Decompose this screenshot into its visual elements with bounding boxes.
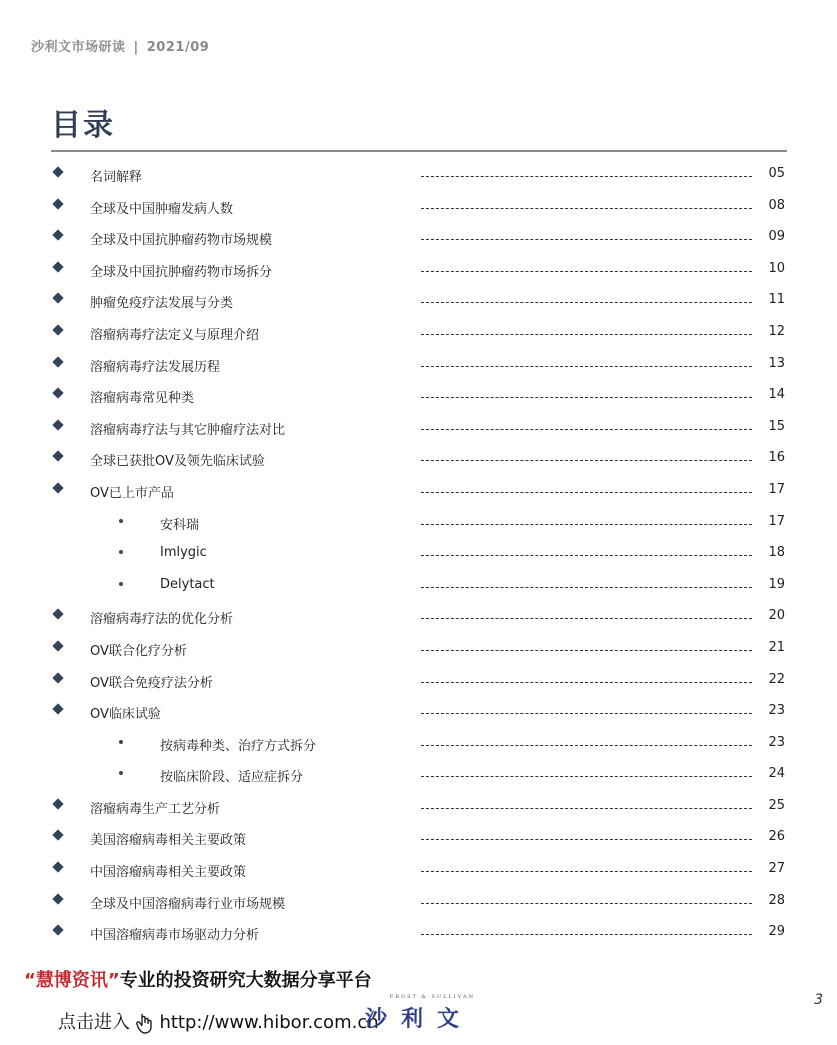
toc-entry[interactable] — [0, 381, 837, 413]
dotted-leader — [421, 492, 752, 493]
diamond-bullet-icon — [52, 703, 63, 714]
title-divider — [51, 150, 787, 152]
dotted-leader — [421, 429, 752, 430]
dotted-leader — [421, 713, 752, 714]
toc-entry[interactable] — [0, 792, 837, 824]
hand-pointer-icon — [136, 1012, 154, 1034]
dotted-leader — [421, 682, 752, 683]
toc-entry-label: 溶瘤病毒疗法的优化分析 — [90, 612, 234, 628]
dotted-leader — [421, 587, 752, 588]
toc-entry[interactable] — [0, 192, 837, 224]
toc-entry[interactable] — [0, 223, 837, 255]
banner-open-quote: “ — [24, 970, 36, 991]
toc-entry[interactable] — [0, 634, 837, 666]
toc-entry-label: 中国溶瘤病毒相关主要政策 — [90, 865, 247, 881]
diamond-bullet-icon — [52, 293, 63, 304]
dotted-leader — [421, 650, 752, 651]
toc-entry-label: OV临床试验 — [90, 707, 161, 723]
toc-entry-label: 中国溶瘤病毒市场驱动力分析 — [90, 928, 260, 944]
diamond-bullet-icon — [52, 198, 63, 209]
toc-entry-page: 28 — [768, 892, 785, 908]
toc-entry-label: 溶瘤病毒疗法发展历程 — [90, 359, 221, 375]
toc-entry-page: 23 — [768, 734, 785, 750]
toc-entry-label: 全球已获批OV及领先临床试验 — [90, 454, 265, 470]
toc-subentry[interactable] — [0, 760, 837, 792]
dotted-leader — [421, 745, 752, 746]
diamond-bullet-icon — [52, 925, 63, 936]
diamond-bullet-icon — [52, 482, 63, 493]
toc-entry-page: 10 — [768, 260, 785, 276]
dotted-leader — [421, 871, 752, 872]
toc-entry-label: Delytact — [160, 576, 215, 592]
dotted-leader — [421, 334, 752, 335]
toc-entry-page: 23 — [768, 703, 785, 719]
toc-entry-page: 13 — [768, 355, 785, 371]
diamond-bullet-icon — [52, 419, 63, 430]
toc-entry-page: 25 — [768, 797, 785, 813]
dotted-leader — [421, 176, 752, 177]
toc-entry-label: 溶瘤病毒疗法与其它肿瘤疗法对比 — [90, 422, 286, 438]
hibor-banner — [24, 966, 372, 992]
bullet-dot-icon — [119, 740, 123, 744]
dotted-leader — [421, 271, 752, 272]
toc-entry-label: OV联合免疫疗法分析 — [90, 675, 213, 691]
diamond-bullet-icon — [52, 451, 63, 462]
toc-subentry[interactable] — [0, 539, 837, 571]
dotted-leader — [421, 524, 752, 525]
toc-entry-page: 22 — [768, 671, 785, 687]
toc-entry-page: 26 — [768, 829, 785, 845]
toc-entry-label: 安科瑞 — [160, 517, 200, 533]
toc-entry-label: 全球及中国肿瘤发病人数 — [90, 201, 234, 217]
toc-entry[interactable] — [0, 823, 837, 855]
toc-entry[interactable] — [0, 697, 837, 729]
dotted-leader — [421, 460, 752, 461]
toc-entry[interactable] — [0, 602, 837, 634]
toc-entry-page: 05 — [768, 166, 785, 181]
toc-entry-label: 溶瘤病毒疗法定义与原理介绍 — [90, 327, 260, 343]
dotted-leader — [421, 903, 752, 904]
diamond-bullet-icon — [52, 166, 63, 177]
toc-entry-label: OV已上市产品 — [90, 485, 174, 501]
dotted-leader — [421, 366, 752, 367]
toc-entry-page: 21 — [768, 639, 785, 655]
diamond-bullet-icon — [52, 672, 63, 683]
toc-entry-label: 全球及中国溶瘤病毒行业市场规模 — [90, 896, 286, 912]
bullet-dot-icon — [119, 771, 123, 775]
toc-entry-label: 按病毒种类、治疗方式拆分 — [160, 738, 317, 754]
toc-entry-page: 09 — [768, 229, 785, 245]
toc-entry-page: 24 — [768, 766, 785, 782]
toc-entry-label: OV联合化疗分析 — [90, 643, 187, 659]
dotted-leader — [421, 208, 752, 209]
toc-entry-page: 17 — [768, 481, 785, 497]
toc-entry-page: 17 — [768, 513, 785, 529]
dotted-leader — [421, 239, 752, 240]
banner-brand: 慧博资讯 — [35, 970, 108, 991]
diamond-bullet-icon — [52, 261, 63, 272]
table-of-contents — [0, 160, 837, 950]
header-brand: 沙利文市场研读 — [31, 40, 126, 55]
toc-subentry[interactable] — [0, 729, 837, 761]
toc-entry-label: 溶瘤病毒生产工艺分析 — [90, 801, 221, 817]
toc-entry-label: 按临床阶段、适应症拆分 — [160, 770, 304, 786]
header-separator: | — [133, 40, 139, 55]
toc-entry-label: Imlygic — [160, 545, 207, 561]
diamond-bullet-icon — [52, 893, 63, 904]
dotted-leader — [421, 555, 752, 556]
dotted-leader — [421, 302, 752, 303]
toc-subentry[interactable] — [0, 571, 837, 603]
diamond-bullet-icon — [52, 324, 63, 335]
toc-entry[interactable] — [0, 350, 837, 382]
hibor-link-line — [58, 1008, 379, 1034]
diamond-bullet-icon — [52, 387, 63, 398]
link-prefix: 点击进入 — [58, 1012, 130, 1033]
toc-entry-label: 全球及中国抗肿瘤药物市场规模 — [90, 233, 273, 249]
toc-subentry[interactable] — [0, 508, 837, 540]
diamond-bullet-icon — [52, 230, 63, 241]
diamond-bullet-icon — [52, 640, 63, 651]
diamond-bullet-icon — [52, 830, 63, 841]
page-header — [31, 36, 209, 55]
dotted-leader — [421, 934, 752, 935]
toc-entry-page: 11 — [768, 292, 785, 308]
toc-entry[interactable] — [0, 666, 837, 698]
toc-entry-page: 14 — [768, 387, 785, 403]
dotted-leader — [421, 776, 752, 777]
toc-entry-page: 29 — [768, 924, 785, 940]
toc-entry-page: 20 — [768, 608, 785, 624]
toc-entry[interactable] — [0, 286, 837, 318]
toc-entry-page: 16 — [768, 450, 785, 466]
dotted-leader — [421, 839, 752, 840]
diamond-bullet-icon — [52, 356, 63, 367]
toc-entry[interactable] — [0, 413, 837, 445]
toc-entry-page: 18 — [768, 545, 785, 561]
toc-entry[interactable] — [0, 887, 837, 919]
bullet-dot-icon — [119, 519, 123, 523]
diamond-bullet-icon — [52, 798, 63, 809]
hibor-url-link[interactable]: http://www.hibor.com.cn — [159, 1012, 379, 1033]
bullet-dot-icon — [119, 550, 123, 554]
toc-entry[interactable] — [0, 918, 837, 950]
toc-entry[interactable] — [0, 855, 837, 887]
toc-entry[interactable] — [0, 318, 837, 350]
toc-entry[interactable] — [0, 255, 837, 287]
toc-entry-page: 27 — [768, 861, 785, 877]
banner-close-quote: ” — [107, 970, 120, 991]
logo-english-text: FROST & SULLIVAN — [389, 994, 475, 1000]
toc-title: 目录 — [51, 108, 115, 143]
header-date: 2021/09 — [146, 40, 210, 55]
toc-entry-label: 肿瘤免疫疗法发展与分类 — [90, 296, 234, 312]
toc-entry-page: 15 — [768, 418, 785, 434]
toc-entry[interactable] — [0, 160, 837, 192]
toc-entry-page: 12 — [768, 323, 785, 339]
diamond-bullet-icon — [52, 861, 63, 872]
toc-entry-page: 08 — [768, 197, 785, 213]
toc-entry[interactable] — [0, 444, 837, 476]
dotted-leader — [421, 397, 752, 398]
bullet-dot-icon — [119, 582, 123, 586]
logo-chinese-text: 沙利文 — [365, 1007, 474, 1032]
dotted-leader — [421, 808, 752, 809]
frost-sullivan-logo — [365, 994, 475, 1033]
toc-entry-label: 名词解释 — [90, 170, 143, 185]
page-number: 3 — [814, 992, 823, 1008]
toc-entry-label: 全球及中国抗肿瘤药物市场拆分 — [90, 264, 273, 280]
diamond-bullet-icon — [52, 609, 63, 620]
dotted-leader — [421, 618, 752, 619]
toc-entry-label: 溶瘤病毒常见种类 — [90, 391, 195, 407]
toc-entry-page: 19 — [768, 576, 785, 592]
banner-tagline: 专业的投资研究大数据分享平台 — [119, 970, 372, 991]
toc-entry[interactable] — [0, 476, 837, 508]
toc-entry-label: 美国溶瘤病毒相关主要政策 — [90, 833, 247, 849]
